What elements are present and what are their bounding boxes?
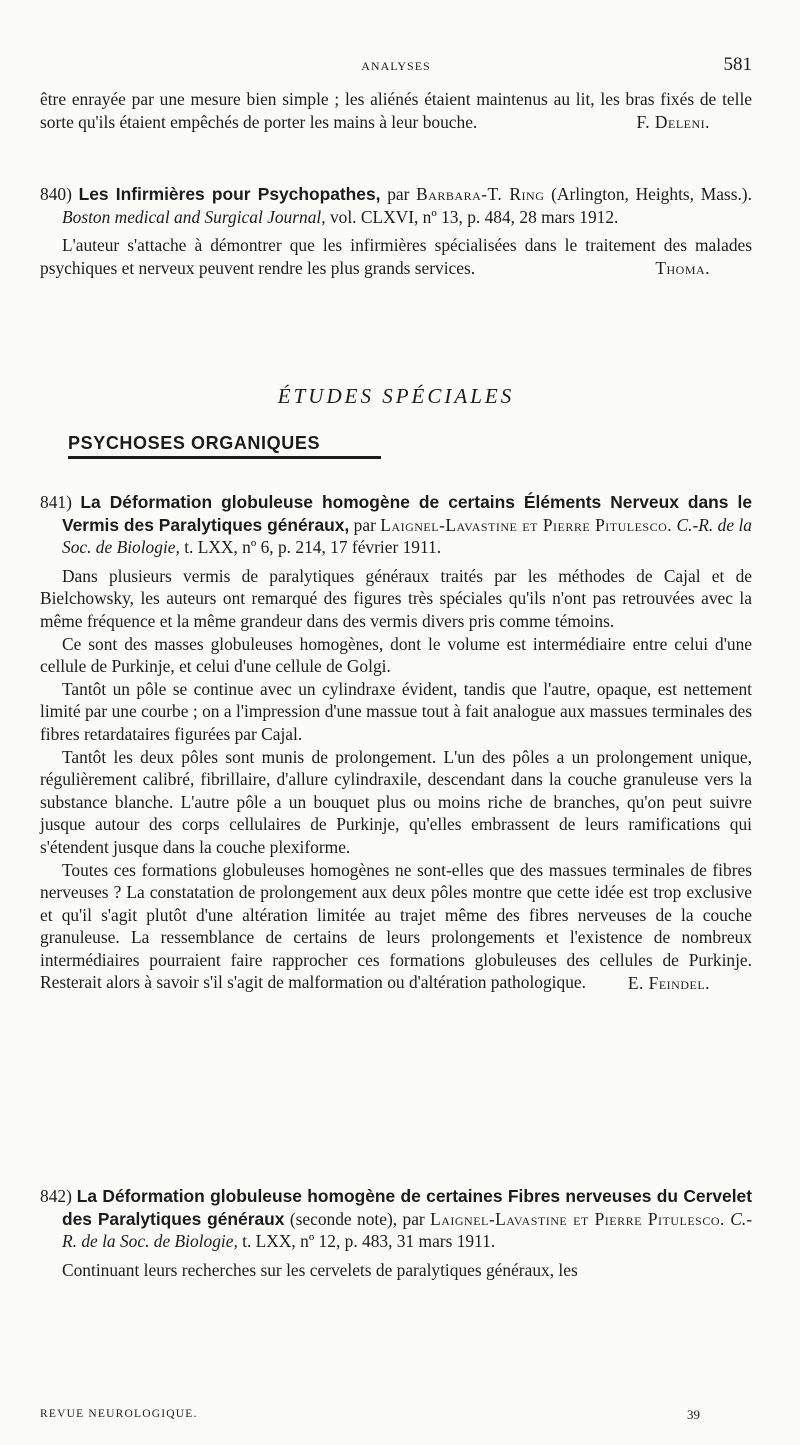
page-number: 581: [723, 54, 752, 75]
rubric-underline: [68, 456, 381, 459]
entry-title: Les Infirmières pour Psychopathes,: [78, 184, 381, 204]
footer-journal: REVUE NEUROLOGIQUE.: [40, 1408, 198, 1420]
entry-ref: t. LXX, nº 6, p. 214, 17 février 1911.: [184, 537, 442, 558]
footer-signature-mark: 39: [687, 1407, 700, 1422]
page-footer: [40, 1408, 752, 1428]
entry-840-signature: Thoma.: [655, 258, 710, 279]
entry-841-signature: E. Feindel.: [627, 973, 710, 994]
entry-by: par: [387, 184, 410, 204]
entry-ref: vol. CLXVI, nº 13, p. 484, 28 mars 1912.: [329, 206, 619, 227]
paragraph: Dans plusieurs vermis de paralytiques généraux traités par les méthodes de Cajal et de Bielchowsky, les auteurs ont remarqué des figures très spéciales qu'ils n'ont pas retrouvées avec la même fréquence et la même grandeur dans des vermis divers pris comme témoins.: [40, 565, 752, 631]
entry-842-body: Continuant leurs recherches sur les cervelets de paralytiques généraux, les: [62, 1259, 578, 1280]
running-head: [40, 54, 752, 78]
entry-location: (Arlington, Heights, Mass.).: [551, 184, 752, 204]
prev-entry-signature: F. Deleni.: [636, 112, 710, 133]
prev-entry-text: être enrayée par une mesure bien simple ; les aliénés étaient maintenus au lit, les bras fixés de telle sorte qu'ils étaient empêchés de porter les mains à leur bouche. F. Deleni.: [40, 89, 752, 133]
entry-journal: C.-R. de la Soc. de Biologie,: [62, 1208, 752, 1252]
rubric-block: [68, 433, 381, 459]
entry-journal: Boston medical and Surgical Journal,: [62, 206, 326, 227]
prev-entry: [40, 88, 752, 134]
entry-authors: Laignel-Lavastine et Pierre Pitulesco.: [380, 514, 673, 535]
paragraph: Ce sont des masses globuleuses homogènes, dont le volume est intermédiaire entre celui d'une cellule de Purkinje, et celui d'une cellule de Golgi.: [40, 633, 752, 677]
entry-number: 841): [40, 492, 72, 512]
entry-number: 840): [40, 184, 72, 204]
entry-number: 842): [40, 1186, 72, 1206]
entry-840-heading: [40, 183, 752, 228]
section-title: ÉTUDES SPÉCIALES: [277, 384, 515, 408]
entry-title: La Déformation globuleuse homogène de certaines Fibres nerveuses du Cervelet des Paralytiques généraux: [62, 1186, 752, 1229]
entry-840: [40, 183, 752, 280]
entry-ref: t. LXX, nº 12, p. 483, 31 mars 1911.: [242, 1231, 496, 1252]
entry-note: (seconde note),: [289, 1208, 398, 1229]
entry-841-heading: [40, 491, 752, 559]
entry-842: [40, 1185, 752, 1281]
entry-841: [40, 491, 752, 995]
entry-840-body: L'auteur s'attache à démontrer que les infirmières spécialisées dans le traitement des malades psychiques et nerveux peuvent rendre les plus grands services. Thoma.: [40, 235, 752, 279]
entry-842-heading: [40, 1185, 752, 1253]
paragraph: Tantôt les deux pôles sont munis de prolongement. L'un des pôles a un prolongement unique, régulièrement calibré, fibrillaire, d'allure cylindraxile, descendant dans la couche granuleuse vers la substance blanche. L'autre pôle a un bouquet plus ou moins riche de branches, qu'on peut suivre jusque autour des corps cellulaires de Purkinje, qu'elles embrassent de leurs ramifications qui s'étendent jusque dans la couche plexiforme.: [40, 746, 752, 857]
entry-authors: Laignel-Lavastine et Pierre Pitulesco.: [430, 1208, 725, 1229]
rubric-title: PSYCHOSES ORGANIQUES: [68, 433, 321, 453]
paragraph: Tantôt un pôle se continue avec un cylindraxe évident, tandis que l'autre, opaque, est nettement limité par une courbe ; on a l'impression d'une massue tout à fait analogue aux massues terminales des fibres retardataires figurées par Cajal.: [40, 678, 752, 744]
paragraph-last: Toutes ces formations globuleuses homogènes ne sont-elles que des massues terminales de fibres nerveuses ? La constatation de prolongement aux deux pôles montre que cette idée est trop exclusive et qu'il s'agit plutôt d'une altération limitée au trajet même des fibres nerveuses de la couche granuleuse. La ressemblance de certains de leurs prolongements et l'existence de nombreux intermédiaires pourraient faire rapprocher ces formations globuleuses des cellules de Purkinje. Resterait alors à savoir s'il s'agit de malformation ou d'altération pathologique. E. Feindel.: [40, 859, 752, 994]
section-heading-block: [40, 384, 752, 409]
entry-journal: C.-R. de la Soc. de Biologie,: [62, 514, 752, 558]
entry-title: La Déformation globuleuse homogène de certains Éléments Nerveux dans le Vermis des Paralytiques généraux,: [62, 492, 752, 535]
entry-by: par: [353, 514, 376, 535]
running-title: ANALYSES: [361, 59, 431, 73]
entry-by: par: [402, 1208, 425, 1229]
entry-author: Barbara-T. Ring: [416, 184, 545, 204]
